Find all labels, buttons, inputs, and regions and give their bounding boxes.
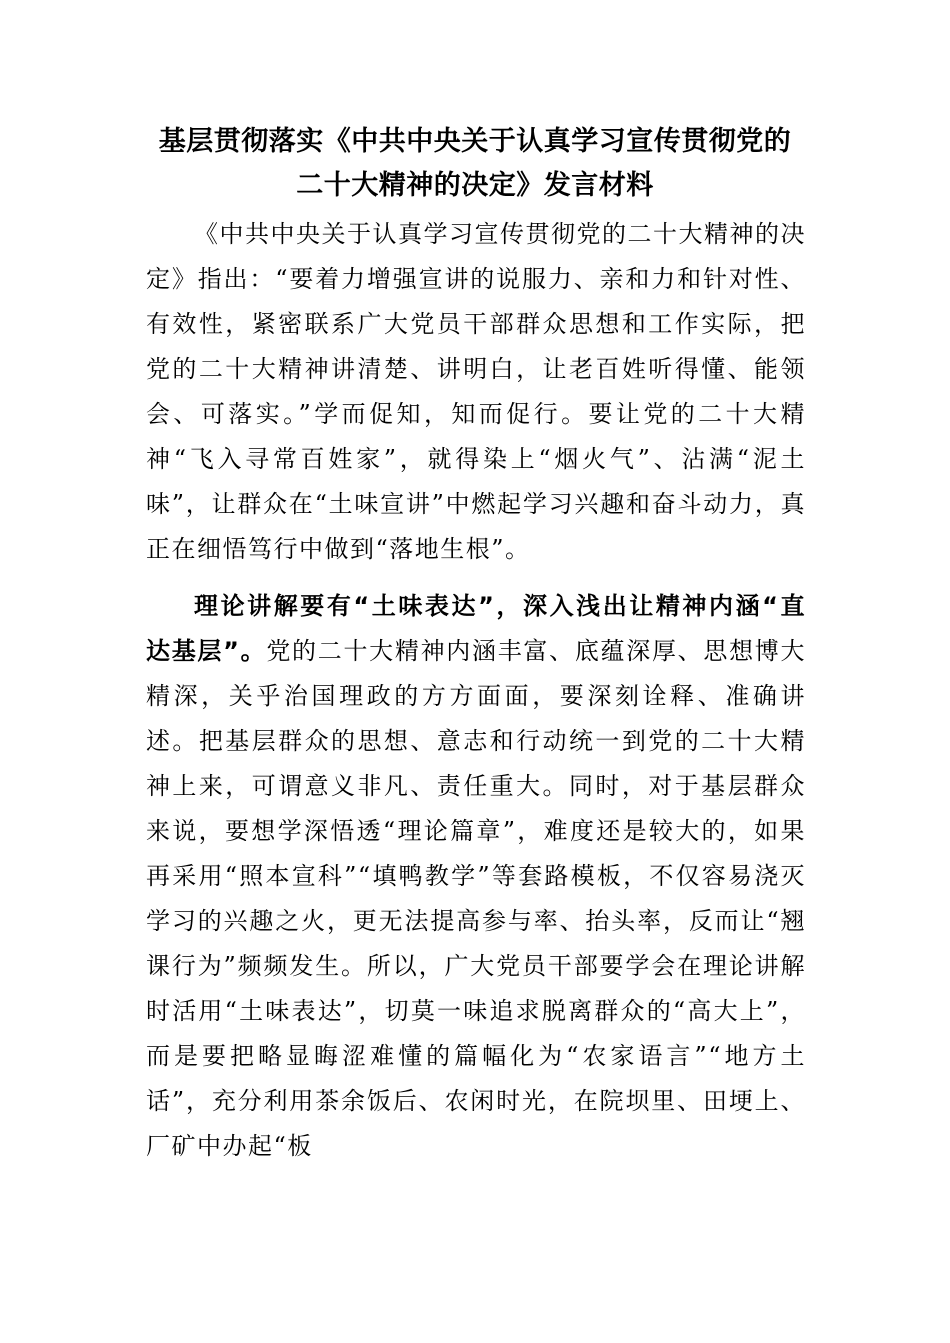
title-line-2: 二十大精神的决定》发言材料 [296, 170, 654, 201]
paragraph-theory-body: 党的二十大精神内涵丰富、底蕴深厚、思想博大精深，关乎治国理政的方方面面，要深刻诠释、准确讲述。把基层群众的思想、意志和行动统一到党的二十大精神上来，可谓意义非凡、责任重大。同时，对于基层群众来说，要想学深悟透“理论篇章”，难度还是较大的，如果再采用“照本宣科”“填鸭教学”等套路模板，不仅容易浇灭学习的兴趣之火，更无法提高参与率、抬头率，反而让“翘课行为”频频发生。所以，广大党员干部要学会在理论讲解时活用“土味表达”，切莫一味追求脱离群众的“高大上”，而是要把略显晦涩难懂的篇幅化为“农家语言”“地方土话”，充分利用茶余饭后、农闲时光，在院坝里、田埂上、厂矿中办起“板 [146, 637, 807, 1160]
paragraph-intro: 《中共中央关于认真学习宣传贯彻党的二十大精神的决定》指出：“要着力增强宣讲的说服力、亲和力和针对性、有效性，紧密联系广大党员干部群众思想和工作实际，把党的二十大精神讲清楚、讲明白，让老百姓听得懂、能领会、可落实。”学而促知，知而促行。要让党的二十大精神“飞入寻常百姓家”，就得染上“烟火气”、沾满“泥土味”，让群众在“土味宣讲”中燃起学习兴趣和奋斗动力，真正在细悟笃行中做到“落地生根”。 [146, 220, 806, 563]
title-line-1: 基层贯彻落实《中共中央关于认真学习宣传贯彻党的 [158, 126, 792, 157]
document-body [146, 212, 806, 1169]
paragraph-theory-lead: 理论讲解要有“土味表达”，深入浅出让精神内涵“直达基层”。 [146, 592, 806, 665]
paragraph-theory [146, 584, 806, 1169]
document-title [100, 120, 850, 208]
